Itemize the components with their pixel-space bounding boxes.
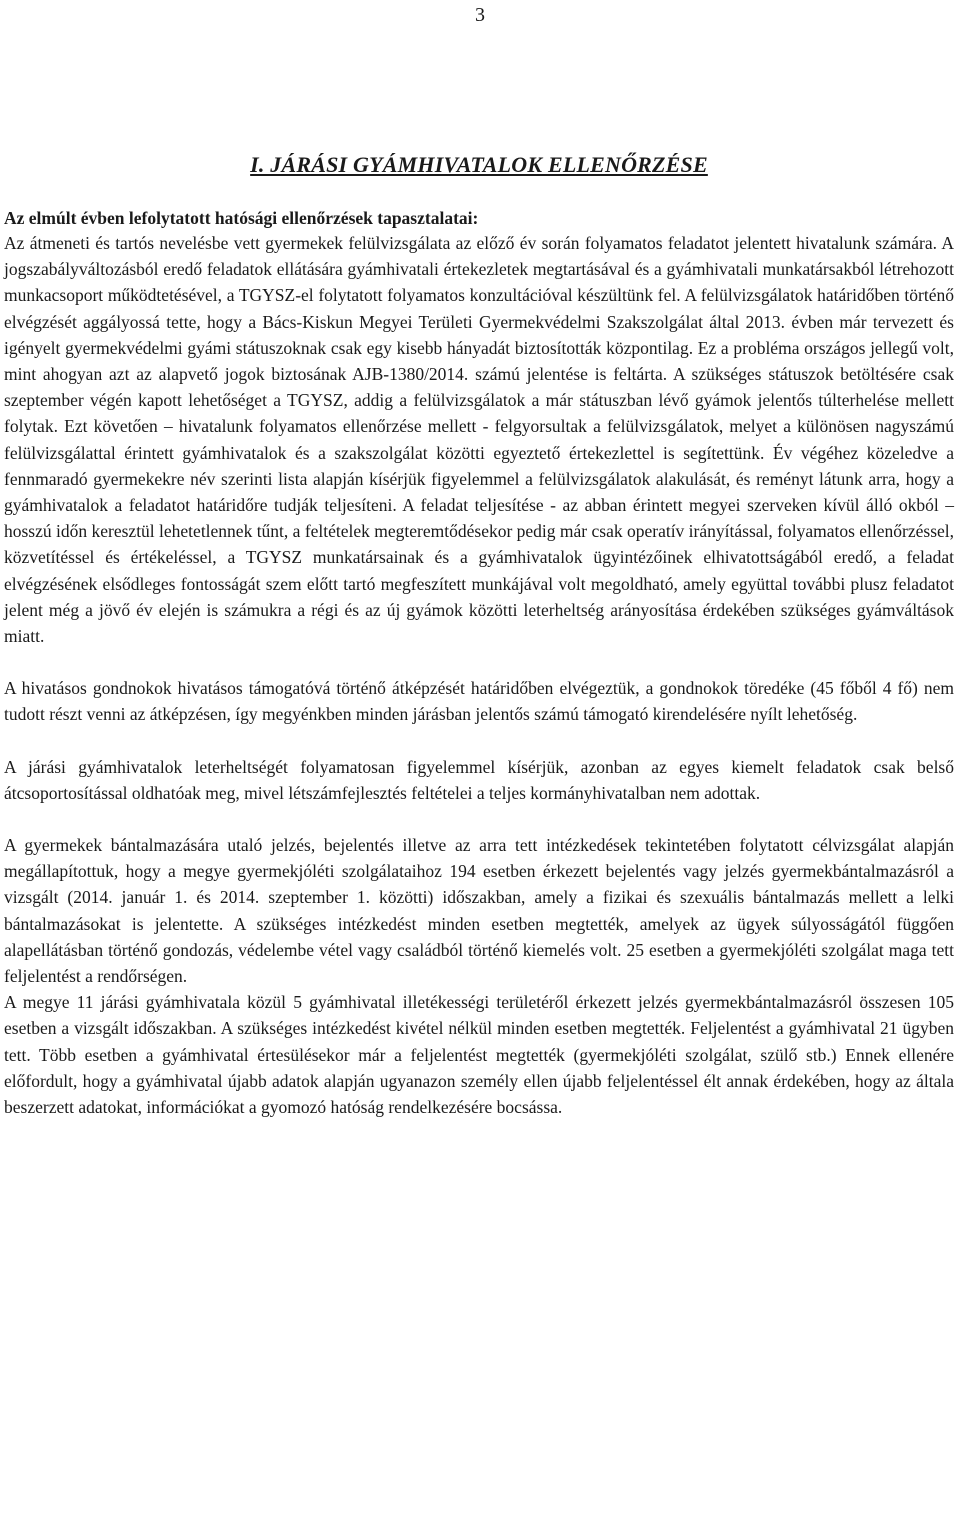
paragraph-child-abuse-investigation: A gyermekek bántalmazására utaló jelzés, bejelentés illetve az arra tett intézkedések tekintetében folytatott célvizsgálat alapján megállapítottuk, hogy a megye gyermekjóléti szolgálataihoz 194 esetben érkezett bejelentés vagy jelzés gyermekbántalmazásról a vizsgált (2014. január 1. és 2014. szeptember 1. közötti) időszakban, amely a fizikai és szexuális bántalmazás mellett a lelki bántalmazásokat is jelentette. A szükséges intézkedést minden esetben megtették, amelyek az ügyek súlyosságától függően alapellátásban történő gondozás, védelembe vétel vagy családból történő kiemelés volt. 25 esetben a gyermekjóléti szolgálat maga tett feljelentést a rendőrségen.: [4, 835, 954, 987]
paragraph-professional-guardians: A hivatásos gondnokok hivatásos támogatóvá történő átképzését határidőben elvégeztük, a gondnokok töredéke (45 főből 4 fő) nem tudott részt venni az átképzésen, így megyénkben minden járásban jelentős számú támogató kirendelésére nyílt lehetőség.: [4, 678, 954, 725]
section-subheading: Az elmúlt évben lefolytatott hatósági ellenőrzések tapasztalatai:: [4, 208, 479, 228]
document-body: [4, 150, 954, 1120]
paragraph-workload: A járási gyámhivatalok leterheltségét folyamatosan figyelemmel kísérjük, azonban az egyes kiemelt feladatok csak belső átcsoportosítással oldhatóak meg, mivel létszámfejlesztés feltételei a teljes kormányhivatalban nem adottak.: [4, 756, 954, 803]
paragraph-guardianship-review: Az átmeneti és tartós nevelésbe vett gyermekek felülvizsgálata az előző év során folyamatos feladatot jelentett hivatalunk számára. A jogszabályváltozásból eredő feladatok ellátására gyámhivatali értekezletek megtartásával és a gyámhivatali munkatársakból létrehozott munkacsoport működtetésével, a TGYSZ-el folytatott folyamatos konzultációval készültünk fel. A felülvizsgálatok határidőben történő elvégzését aggályossá tette, hogy a Bács-Kiskun Megyei Területi Gyermekvédelmi Szakszolgálat által 2013. évben már tervezett és igényelt gyermekvédelmi gyámi státuszoknak csak egy kisebb hányadát biztosították központilag. Ez a probléma országos jellegű volt, mint ahogyan azt az alapvető jogok biztosának AJB-1380/2014. számú jelentése is feltárta. A szükséges státuszok betöltésére csak szeptember végén kapott lehetőséget a TGYSZ, addig a felülvizsgálatok a már státuszban lévő gyámok jelentős túlterhelése mellett folytak. Ezt követően – hivatalunk folyamatos ellenőrzése mellett - felgyorsultak a felülvizsgálatok, melyet a különösen nagyszámú felülvizsgálattal érintett gyámhivatalok és a szakszolgálat közötti egyeztető értekezlettel is segítettünk. Év végéhez közeledve a fennmaradó gyermekekre név szerinti lista alapján kísérjük figyelemmel a felülvizsgálatok alakulását, és reményt látunk arra, hogy a gyámhivatalok a feladatot határidőre tudják teljesíteni. A feladat teljesítése - az abban érintett megyei szerveken kívül álló okból – hosszú időn keresztül lehetetlennek tűnt, a feltételek megteremtődésekor pedig már csak operatív irányítással, folyamatos ellenőrzéssel, közvetítéssel és értékeléssel, a TGYSZ munkatársainak és a gyámhivatalok ügyintézőinek elhivatottságából eredő, a feladat elvégzésének elsődleges fontosságát szem előtt tartó megfeszített munkájával volt megoldható, amely együttal további plusz feladatot jelent még a jövő év elején is számukra a régi és az új gyámok közötti leterheltség arányosítása érdekében szükséges gyámváltások miatt.: [4, 233, 955, 647]
page-number: 3: [475, 4, 485, 26]
paragraph-district-reports: A megye 11 járási gyámhivatala közül 5 gyámhivatal illetékességi területéről érkezett jelzés gyermekbántalmazásról összesen 105 esetben a vizsgált időszakban. A szükséges intézkedést kivétel nélkül minden esetben megtették. Feljelentést a gyámhivatal 21 ügyben tett. Több esetben a gyámhivatal értesülésekor már a feljelentést megtették (gyermekjóléti szolgálat, szülő stb.) Ennek ellenére előfordult, hogy a gyámhivatal újabb adatok alapján ugyanazon személy ellen újabb feljelentéssel élt annak érdekében, hogy az általa beszerzett adatokat, információkat a gyomozó hatóság rendelkezésére bocsássa.: [4, 992, 954, 1118]
chapter-title: I. JÁRÁSI GYÁMHIVATALOK ELLENŐRZÉSE: [250, 152, 708, 177]
